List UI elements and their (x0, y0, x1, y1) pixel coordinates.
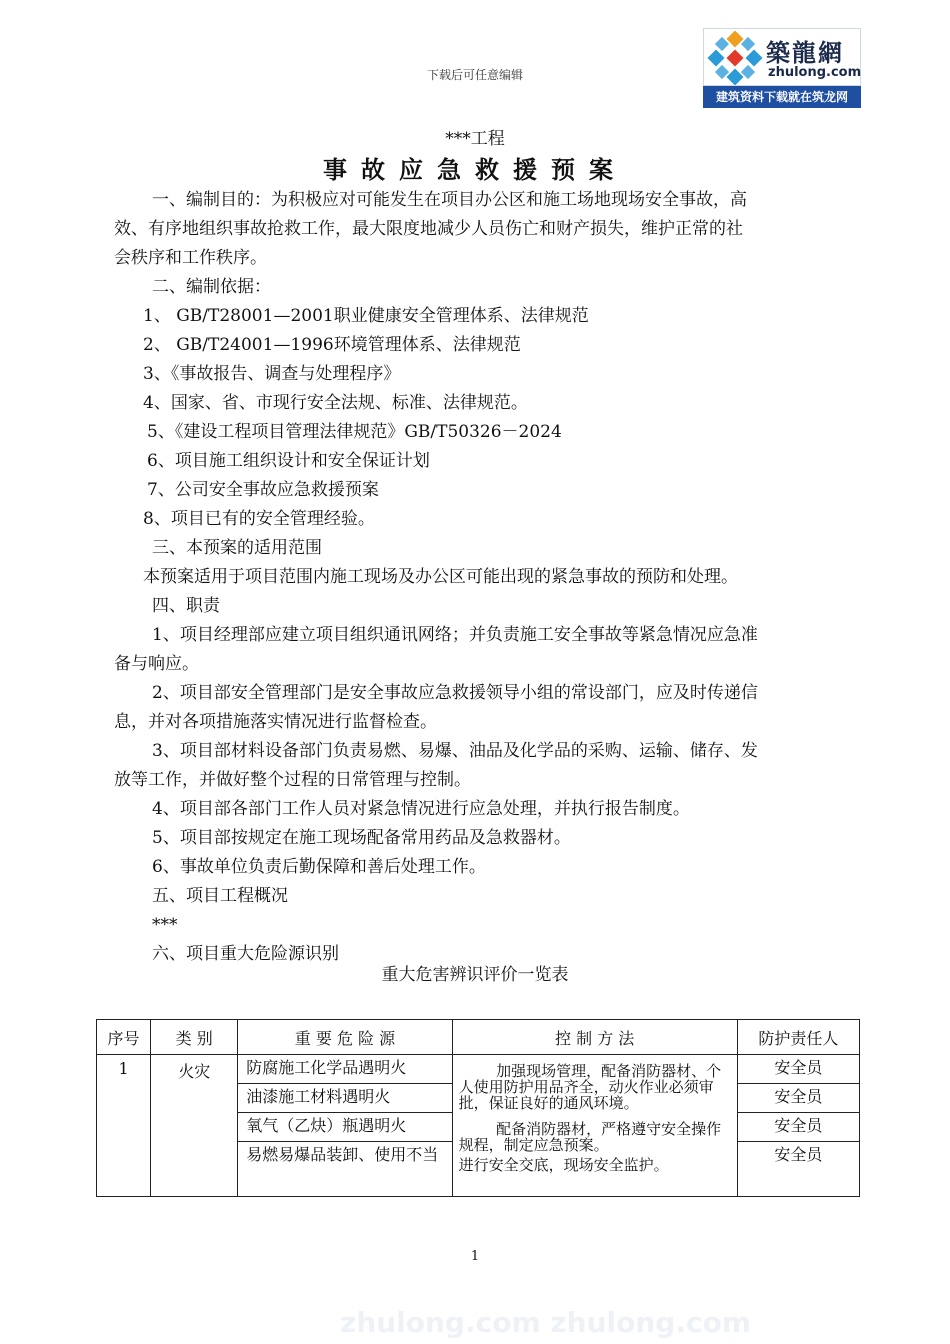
table-header-row (97, 1020, 860, 1055)
row-category: 火灾 (151, 1055, 238, 1197)
list-item: 7、公司安全事故应急救援预案 (147, 480, 379, 500)
responsible-person: 安全员 (738, 1113, 859, 1142)
list-item: 8、项目已有的安全管理经验。 (143, 509, 375, 529)
list-item: 6、项目施工组织设计和安全保证计划 (147, 451, 430, 471)
paragraph-line: 3、项目部材料设备部门负责易燃、易爆、油品及化学品的采购、运输、储存、发 (152, 741, 758, 761)
responsible-person: 安全员 (738, 1055, 859, 1084)
table-title: 重大危害辨识评价一览表 (381, 965, 569, 985)
logo-en-text: zhulong.com (768, 65, 862, 80)
hazard-item: 氧气（乙炔）瓶遇明火 (238, 1113, 451, 1142)
project-subtitle: ***工程 (445, 129, 505, 149)
zhulong-logo (703, 28, 861, 108)
hazard-item: 防腐施工化学品遇明火 (238, 1055, 451, 1084)
section-heading: 四、职责 (152, 596, 220, 616)
watermark: zhulong.com zhulong.com (340, 1306, 751, 1339)
responsible-person: 安全员 (774, 1145, 823, 1164)
header-cell-responsible: 防护责任人 (737, 1020, 859, 1055)
responsible-list (737, 1055, 859, 1197)
header-cell-no: 序号 (97, 1020, 151, 1055)
control-method-text: 配备消防器材，严格遵守安全操作规程，制定应急预案。 (458, 1120, 722, 1154)
row-number: 1 (97, 1055, 151, 1197)
paragraph-line: 会秩序和工作秩序。 (114, 248, 267, 268)
snowflake-logo-icon (707, 31, 763, 85)
section-heading: 五、项目工程概况 (152, 886, 288, 906)
header-cell-control: 控 制 方 法 (452, 1020, 737, 1055)
paragraph-line: 放等工作，并做好整个过程的日常管理与控制。 (114, 770, 471, 790)
paragraph-line: 5、项目部按规定在施工现场配备常用药品及急救器材。 (152, 828, 571, 848)
hazard-item: 油漆施工材料遇明火 (238, 1084, 451, 1113)
list-item: 2、 GB/T24001—1996环境管理体系、法律规范 (143, 335, 521, 355)
header-cell-category: 类 别 (151, 1020, 238, 1055)
section-heading: 三、本预案的适用范围 (152, 538, 322, 558)
hazard-table (96, 1019, 860, 1197)
list-item: 1、 GB/T28001—2001职业健康安全管理体系、法律规范 (143, 306, 589, 326)
paragraph-line: 4、项目部各部门工作人员对紧急情况进行应急处理，并执行报告制度。 (152, 799, 690, 819)
paragraph-line: 1、项目经理部应建立项目组织通讯网络；并负责施工安全事故等紧急情况应急准 (152, 625, 758, 645)
paragraph-line: 一、编制目的：为积极应对可能发生在项目办公区和施工场地现场安全事故，高 (152, 190, 747, 210)
hazard-item: 易燃易爆品装卸、使用不当 (246, 1145, 439, 1164)
document-title: 事故应急救援预案 (323, 156, 627, 184)
logo-banner: 建筑资料下载就在筑龙网 (703, 86, 861, 108)
header-note: 下载后可任意编辑 (426, 68, 523, 82)
paragraph-line: *** (152, 915, 178, 935)
paragraph-line: 2、项目部安全管理部门是安全事故应急救援领导小组的常设部门，应及时传递信 (152, 683, 758, 703)
table-row (97, 1055, 860, 1197)
section-heading: 六、项目重大危险源识别 (152, 944, 339, 964)
hazard-list (238, 1055, 452, 1197)
logo-cn-text: 築龍網 (766, 39, 844, 67)
responsible-person: 安全员 (738, 1084, 859, 1113)
header-cell-hazard: 重 要 危 险 源 (238, 1020, 452, 1055)
paragraph-line: 6、事故单位负责后勤保障和善后处理工作。 (152, 857, 486, 877)
paragraph-line: 备与响应。 (114, 654, 199, 674)
control-method-text: 加强现场管理，配备消防器材、个人使用防护用品齐全，动火作业必须审批，保证良好的通风环境。 (458, 1062, 722, 1112)
list-item: 4、国家、省、市现行安全法规、标准、法律规范。 (143, 393, 528, 413)
control-method-text: 进行安全交底，现场安全监护。 (458, 1156, 669, 1174)
section-heading: 二、编制依据： (152, 277, 271, 297)
paragraph-line: 效、有序地组织事故抢救工作，最大限度地减少人员伤亡和财产损失，维护正常的社 (114, 219, 743, 239)
paragraph-line: 本预案适用于项目范围内施工现场及办公区可能出现的紧急事故的预防和处理。 (143, 567, 738, 587)
list-item: 3、《事故报告、调查与处理程序》 (143, 364, 401, 384)
paragraph-line: 息，并对各项措施落实情况进行监督检查。 (114, 712, 437, 732)
list-item: 5、《建设工程项目管理法律规范》GB/T50326－2024 (147, 422, 562, 442)
page-number: 1 (470, 1249, 480, 1264)
control-methods (452, 1055, 737, 1197)
